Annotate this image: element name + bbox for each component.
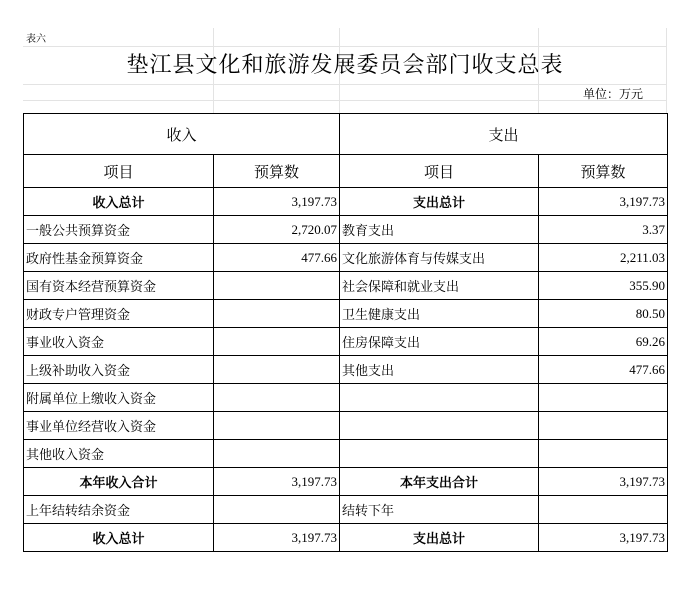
expense-item-cell [340, 440, 539, 468]
income-value-cell [214, 384, 340, 412]
expense-value-cell: 477.66 [539, 356, 668, 384]
income-item-cell: 国有资本经营预算资金 [24, 272, 214, 300]
table-row [24, 524, 668, 552]
income-section-header: 收入 [24, 114, 340, 155]
income-value-cell: 3,197.73 [214, 524, 340, 552]
expense-item-cell [340, 412, 539, 440]
page-title: 垫江县文化和旅游发展委员会部门收支总表 [126, 53, 564, 78]
expense-item-cell: 支出总计 [340, 524, 539, 552]
income-value-cell [214, 412, 340, 440]
income-value-cell [214, 356, 340, 384]
expense-value-cell [539, 384, 668, 412]
table-row [24, 244, 668, 272]
table-row [24, 412, 668, 440]
expense-value-cell: 3,197.73 [539, 188, 668, 216]
table-label: 表六 [26, 34, 46, 45]
table-row [24, 328, 668, 356]
income-item-cell: 事业收入资金 [24, 328, 214, 356]
gridline [23, 100, 667, 101]
expense-value-cell: 3.37 [539, 216, 668, 244]
expense-value-cell [539, 412, 668, 440]
gridline [23, 46, 667, 47]
column-header-row [24, 155, 668, 188]
spreadsheet [23, 28, 667, 552]
table-row [24, 384, 668, 412]
table-row [24, 216, 668, 244]
income-value-cell [214, 328, 340, 356]
expense-item-cell: 文化旅游体育与传媒支出 [340, 244, 539, 272]
expense-value-cell: 80.50 [539, 300, 668, 328]
budget-table [23, 113, 668, 552]
income-item-cell: 上级补助收入资金 [24, 356, 214, 384]
income-budget-header: 预算数 [214, 155, 340, 188]
income-item-cell: 一般公共预算资金 [24, 216, 214, 244]
expense-item-cell: 本年支出合计 [340, 468, 539, 496]
expense-value-cell [539, 440, 668, 468]
income-value-cell: 3,197.73 [214, 188, 340, 216]
income-item-cell: 财政专户管理资金 [24, 300, 214, 328]
income-value-cell: 477.66 [214, 244, 340, 272]
gridline [23, 84, 667, 85]
income-item-cell: 本年收入合计 [24, 468, 214, 496]
expense-value-cell: 3,197.73 [539, 468, 668, 496]
table-row [24, 356, 668, 384]
expense-item-cell: 支出总计 [340, 188, 539, 216]
income-item-cell: 收入总计 [24, 188, 214, 216]
expense-item-cell: 卫生健康支出 [340, 300, 539, 328]
unit-label: 单位：万元 [582, 87, 643, 101]
income-item-cell: 收入总计 [24, 524, 214, 552]
expense-item-cell: 结转下年 [340, 496, 539, 524]
section-header-row [24, 114, 668, 155]
table-row [24, 440, 668, 468]
table-row [24, 300, 668, 328]
expense-item-cell: 教育支出 [340, 216, 539, 244]
income-item-cell: 事业单位经营收入资金 [24, 412, 214, 440]
table-row [24, 188, 668, 216]
income-value-cell [214, 300, 340, 328]
income-value-cell [214, 496, 340, 524]
income-item-header: 项目 [24, 155, 214, 188]
expense-value-cell: 69.26 [539, 328, 668, 356]
table-row [24, 496, 668, 524]
expense-item-header: 项目 [340, 155, 539, 188]
sheet-header-area [23, 28, 667, 113]
expense-budget-header: 预算数 [539, 155, 668, 188]
income-value-cell [214, 440, 340, 468]
income-value-cell: 3,197.73 [214, 468, 340, 496]
expense-value-cell: 2,211.03 [539, 244, 668, 272]
income-item-cell: 政府性基金预算资金 [24, 244, 214, 272]
income-item-cell: 其他收入资金 [24, 440, 214, 468]
expense-item-cell [340, 384, 539, 412]
expense-value-cell [539, 496, 668, 524]
expense-value-cell: 3,197.73 [539, 524, 668, 552]
expense-item-cell: 其他支出 [340, 356, 539, 384]
expense-section-header: 支出 [340, 114, 668, 155]
expense-value-cell: 355.90 [539, 272, 668, 300]
income-value-cell [214, 272, 340, 300]
income-item-cell: 上年结转结余资金 [24, 496, 214, 524]
expense-item-cell: 住房保障支出 [340, 328, 539, 356]
income-item-cell: 附属单位上缴收入资金 [24, 384, 214, 412]
expense-item-cell: 社会保障和就业支出 [340, 272, 539, 300]
income-value-cell: 2,720.07 [214, 216, 340, 244]
table-row [24, 468, 668, 496]
table-row [24, 272, 668, 300]
